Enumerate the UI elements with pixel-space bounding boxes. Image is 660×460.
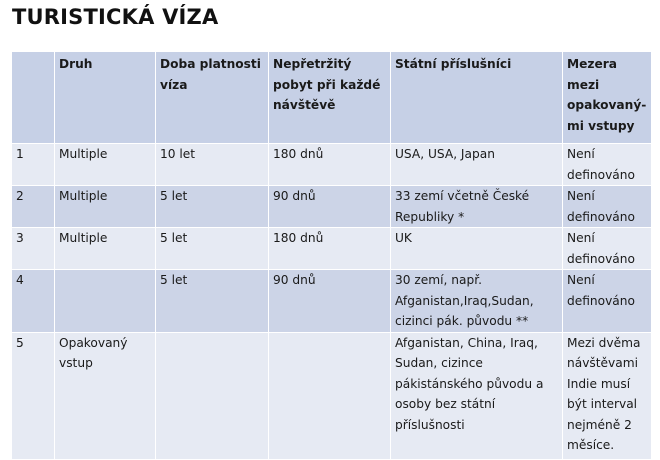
cell-number: 2 (12, 186, 55, 228)
cell-continuous-stay: 90 dnů (269, 186, 391, 228)
cell-type: Opakovaný vstup (55, 332, 156, 459)
cell-type: Multiple (55, 186, 156, 228)
header-number (12, 52, 55, 144)
cell-entry-gap: Mezi dvěma návštěvami Indie musí být interval nejméně 2 měsíce. (563, 332, 652, 459)
cell-validity: 5 let (156, 228, 269, 270)
cell-entry-gap: Není definováno (563, 270, 652, 333)
cell-number: 3 (12, 228, 55, 270)
cell-nationals: UK (391, 228, 563, 270)
page-title: TURISTICKÁ VÍZA (12, 5, 219, 29)
cell-entry-gap: Není definováno (563, 228, 652, 270)
header-validity: Doba platnosti víza (156, 52, 269, 144)
cell-type: Multiple (55, 144, 156, 186)
cell-continuous-stay: 180 dnů (269, 144, 391, 186)
cell-entry-gap: Není definováno (563, 186, 652, 228)
table-row (12, 186, 652, 228)
cell-nationals: Afganistan, China, Iraq, Sudan, cizince pákistánského původu a osoby bez státní příslušnosti (391, 332, 563, 459)
cell-type: Multiple (55, 228, 156, 270)
cell-validity: 5 let (156, 186, 269, 228)
table-row (12, 270, 652, 333)
cell-nationals: 33 zemí včetně České Republiky * (391, 186, 563, 228)
cell-continuous-stay: 180 dnů (269, 228, 391, 270)
header-type: Druh (55, 52, 156, 144)
cell-validity: 5 let (156, 270, 269, 333)
cell-continuous-stay (269, 332, 391, 459)
cell-number: 4 (12, 270, 55, 333)
cell-type (55, 270, 156, 333)
cell-nationals: USA, USA, Japan (391, 144, 563, 186)
table-row (12, 144, 652, 186)
table-row (12, 332, 652, 459)
tourist-visa-table (11, 51, 652, 460)
cell-number: 5 (12, 332, 55, 459)
table-header-row (12, 52, 652, 144)
table-row (12, 228, 652, 270)
cell-validity: 10 let (156, 144, 269, 186)
cell-validity (156, 332, 269, 459)
header-entry-gap: Mezera mezi opakovanými vstupy (563, 52, 652, 144)
cell-number: 1 (12, 144, 55, 186)
header-nationals: Státní příslušníci (391, 52, 563, 144)
header-continuous-stay: Nepřetržitý pobyt při každé návštěvě (269, 52, 391, 144)
cell-continuous-stay: 90 dnů (269, 270, 391, 333)
cell-nationals: 30 zemí, např. Afganistan,Iraq,Sudan, cizinci pák. původu ** (391, 270, 563, 333)
cell-entry-gap: Není definováno (563, 144, 652, 186)
